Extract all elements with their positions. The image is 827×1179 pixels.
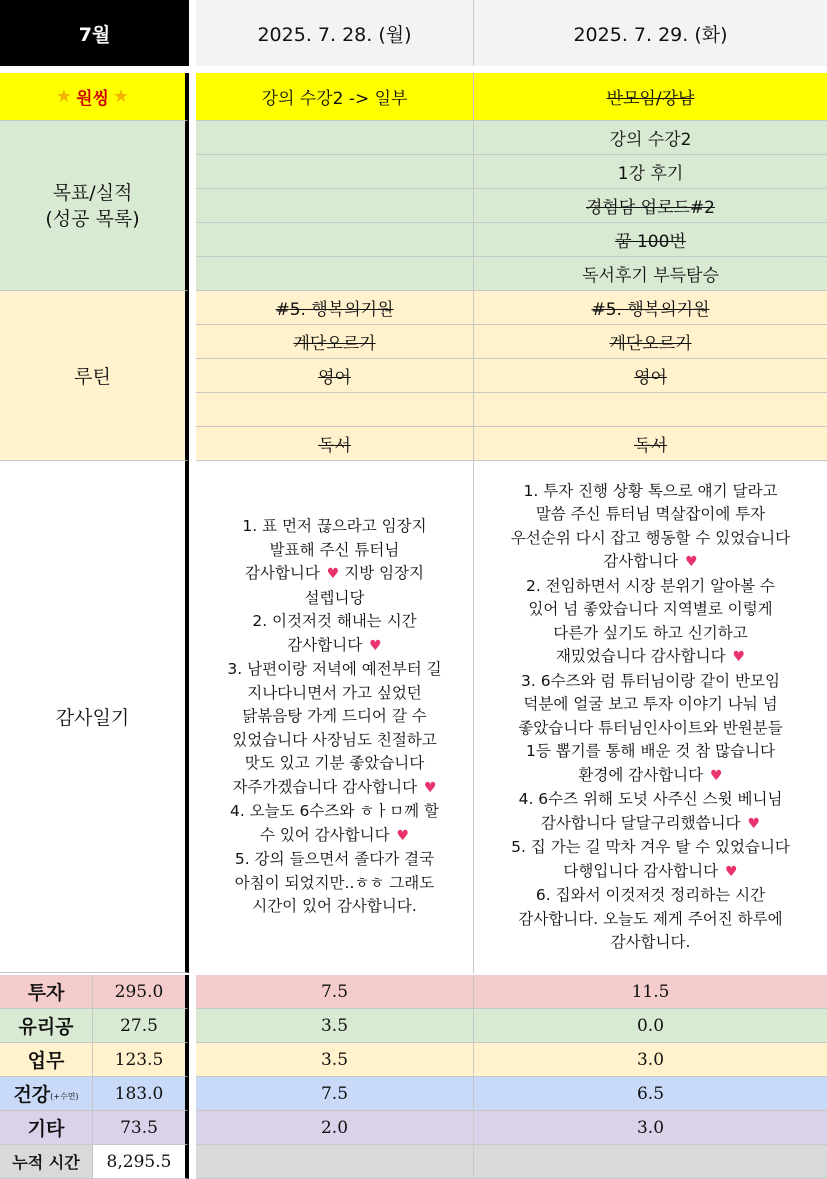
diary-text-1	[221, 515, 447, 919]
goal-item[interactable]: 꿈 100번	[474, 223, 827, 257]
goal-item[interactable]: 경험담 업로드#2	[474, 189, 827, 223]
diary-line: 시간이 있어 감사합니다.	[252, 897, 417, 916]
stat-label: 업무	[27, 1050, 65, 1072]
routine-item[interactable]	[474, 393, 827, 427]
month-header[interactable]: 7월	[0, 0, 189, 66]
stat-day1[interactable]: 7.5	[196, 1077, 473, 1111]
stat-label: 누적 시간	[12, 1153, 80, 1172]
stat-label-cell[interactable]	[0, 975, 93, 1009]
stat-total[interactable]: 8,295.5	[93, 1145, 189, 1179]
goal-cell[interactable]	[196, 189, 473, 223]
diary-line: 있어 넘 좋았습니다 지역별로 이렇게	[528, 600, 773, 618]
diary-line: 2. 전임하면서 시장 분위기 알아볼 수	[525, 576, 776, 595]
routine-item[interactable]: #5. 행복의기원	[474, 291, 827, 325]
stat-label: 유리공	[18, 1016, 74, 1038]
stat-day1[interactable]: 7.5	[196, 975, 473, 1009]
diary-line: 감사합니다.	[610, 933, 691, 951]
diary-label-cell[interactable]: 감사일기	[0, 461, 189, 973]
diary-line: 감사합니다 ♥ 지방 임장지	[244, 564, 425, 583]
goal-item[interactable]: 1강 후기	[474, 155, 827, 189]
diary-text-2	[505, 480, 796, 955]
diary-line: 아침이 되었지만..ㅎㅎ 그래도	[234, 873, 435, 892]
diary-line: 환경에 감사합니다 ♥	[578, 765, 723, 784]
diary-line: 4. 6수즈 위해 도넛 사주신 스윗 베니님	[518, 790, 783, 808]
diary-line: 다행입니다 감사합니다 ♥	[563, 861, 738, 880]
heart-icon: ♥	[685, 554, 698, 570]
diary-line: 닭볶음탕 가게 드디어 갈 수	[242, 707, 427, 726]
stat-total[interactable]: 123.5	[93, 1043, 189, 1077]
stat-total[interactable]: 295.0	[93, 975, 189, 1009]
stat-label: 투자	[27, 982, 65, 1004]
diary-line: 다른가 싶기도 하고 신기하고	[553, 623, 748, 642]
goals-label-2: (성공 목록)	[45, 207, 140, 230]
heart-icon: ♥	[710, 767, 723, 784]
diary-line: 있었습니다 사장님도 친절하고	[232, 730, 437, 749]
routine-item[interactable]: 영어	[196, 359, 473, 393]
routine-item[interactable]: 독서	[474, 427, 827, 461]
stat-day2[interactable]: 6.5	[473, 1077, 827, 1111]
stat-label-cell[interactable]	[0, 1111, 93, 1145]
winning-label: 원씽	[76, 89, 109, 109]
diary-cell-1[interactable]	[196, 461, 473, 973]
goal-cell[interactable]	[196, 121, 473, 155]
stat-day2[interactable]: 3.0	[473, 1043, 827, 1077]
goal-cell[interactable]	[196, 223, 473, 257]
diary-line: 2. 이것저것 해내는 시간	[252, 612, 417, 631]
stat-label: 건강	[13, 1084, 51, 1106]
stat-label-sub: (+수면)	[50, 1092, 79, 1101]
star-icon: ★	[55, 86, 73, 107]
diary-line: 5. 강의 들으면서 졸다가 결국	[234, 850, 435, 869]
routine-item[interactable]: #5. 행복의기원	[196, 291, 473, 325]
stat-label: 기타	[27, 1118, 65, 1140]
diary-line: 자주가겠습니다 감사합니다 ♥	[232, 777, 437, 796]
stat-label-cell[interactable]	[0, 1043, 93, 1077]
routine-item[interactable]: 영어	[474, 359, 827, 393]
diary-line: 4. 오늘도 6수즈와 ㅎㅏㅁ께 할	[229, 802, 440, 821]
diary-line: 1. 투자 진행 상황 톡으로 얘기 달라고	[523, 481, 778, 500]
star-icon: ★	[112, 86, 130, 107]
heart-icon: ♥	[747, 815, 761, 832]
goals-label-1: 목표/실적	[52, 181, 133, 204]
heart-icon: ♥	[326, 566, 340, 583]
diary-line: 3. 남편이랑 저녁에 예전부터 길	[227, 660, 442, 679]
stat-total[interactable]: 183.0	[93, 1077, 189, 1111]
heart-icon: ♥	[369, 637, 382, 654]
diary-line: 지나다니면서 가고 싶었던	[247, 683, 422, 702]
stat-label-cell[interactable]	[0, 1077, 93, 1111]
diary-line: 5. 집 가는 길 막차 겨우 탈 수 있었습니다	[511, 838, 790, 856]
goals-col-2	[473, 121, 827, 291]
routine-col-1	[196, 291, 473, 461]
diary-line: 덕분에 얼굴 보고 투자 이야기 나눠 넘	[523, 695, 778, 713]
stat-day2[interactable]	[473, 1145, 827, 1179]
stat-day1[interactable]: 3.5	[196, 1009, 473, 1043]
diary-line: 좋았습니다 튜터님인사이트와 반원분들	[518, 718, 783, 737]
heart-icon: ♥	[423, 779, 437, 796]
routine-item[interactable]	[196, 393, 473, 427]
winning-cell-2[interactable]: 반모임/강남	[473, 73, 827, 121]
diary-line: 맛도 있고 기분 좋았습니다	[244, 754, 425, 773]
date-header-2[interactable]: 2025. 7. 29. (화)	[473, 0, 827, 66]
diary-line: 우선순위 다시 잡고 행동할 수 있었습니다	[510, 528, 791, 547]
diary-line: 3. 6수즈와 럼 튜터님이랑 같이 반모임	[521, 671, 780, 690]
stat-total[interactable]: 27.5	[93, 1009, 189, 1043]
stat-day2[interactable]: 11.5	[473, 975, 827, 1009]
routine-col-2	[473, 291, 827, 461]
diary-line: 1. 표 먼저 끊으라고 임장지	[242, 517, 427, 536]
goal-item[interactable]: 독서후기 부득탐승	[474, 257, 827, 291]
goal-cell[interactable]	[196, 155, 473, 189]
routine-item[interactable]: 계단오르기	[474, 325, 827, 359]
routine-label-cell[interactable]: 루틴	[0, 291, 189, 461]
goal-cell[interactable]	[196, 257, 473, 291]
stat-day2[interactable]: 3.0	[473, 1111, 827, 1145]
diary-line: 감사합니다. 오늘도 제게 주어진 하루에	[518, 909, 783, 928]
goals-col-1	[196, 121, 473, 291]
diary-line: 재밌었습니다 감사합니다 ♥	[555, 647, 746, 665]
stat-label-cell[interactable]	[0, 1145, 93, 1179]
diary-line: 발표해 주신 튜터님	[269, 540, 400, 559]
diary-line: 감사합니다 ♥	[287, 635, 382, 654]
winning-cell-1[interactable]: 강의 수강2 -> 일부	[196, 73, 473, 121]
goals-label-cell[interactable]	[0, 121, 189, 291]
heart-icon: ♥	[725, 863, 738, 880]
stat-label-cell[interactable]	[0, 1009, 93, 1043]
goal-item[interactable]: 강의 수강2	[474, 121, 827, 155]
routine-item[interactable]: 계단오르기	[196, 325, 473, 359]
diary-line: 설렙니당	[304, 588, 365, 607]
diary-line: 감사합니다 달달구리했씁니다 ♥	[540, 813, 761, 832]
diary-line: 수 있어 감사합니다 ♥	[259, 825, 410, 844]
date-header-1[interactable]: 2025. 7. 28. (월)	[189, 0, 473, 66]
diary-line: 말씀 주신 튜터님 멱살잡이에 투자	[535, 505, 766, 523]
stat-day1[interactable]: 3.5	[196, 1043, 473, 1077]
stat-day1[interactable]	[196, 1145, 473, 1179]
heart-icon: ♥	[732, 649, 746, 665]
heart-icon: ♥	[396, 827, 410, 844]
diary-line: 1등 뽑기를 통해 배운 것 참 많습니다	[525, 742, 776, 760]
diary-cell-2[interactable]	[473, 461, 827, 973]
stat-day2[interactable]: 0.0	[473, 1009, 827, 1043]
diary-line: 감사합니다 ♥	[603, 552, 698, 570]
routine-item[interactable]: 독서	[196, 427, 473, 461]
stat-day1[interactable]: 2.0	[196, 1111, 473, 1145]
stat-total[interactable]: 73.5	[93, 1111, 189, 1145]
winning-label-cell[interactable]	[0, 73, 189, 121]
diary-line: 6. 집와서 이것저것 정리하는 시간	[535, 886, 766, 904]
